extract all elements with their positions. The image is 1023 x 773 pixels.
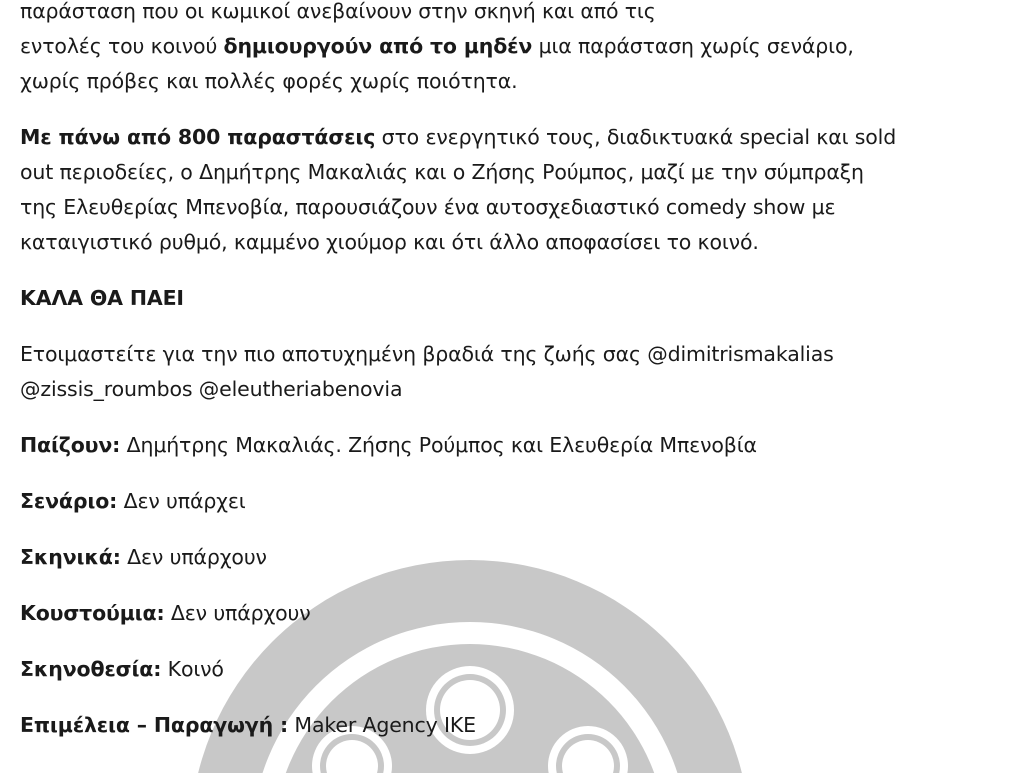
credit-label: Σκηνοθεσία: bbox=[20, 657, 162, 681]
shows-paragraph bbox=[20, 120, 1020, 260]
invite-line: Ετοιμαστείτε για την πιο αποτυχημένη βραδιά της ζωής σας @dimitrismakalias bbox=[20, 342, 834, 366]
credit-value: Κοινό bbox=[161, 657, 224, 681]
credit-label: Κουστούμια: bbox=[20, 601, 165, 625]
credit-sets bbox=[20, 540, 1020, 575]
shows-text: στο ενεργητικό τους, διαδικτυακά special και sold bbox=[375, 125, 897, 149]
credit-label: Σενάριο: bbox=[20, 489, 118, 513]
credit-script bbox=[20, 484, 1020, 519]
intro-text: μια παράσταση χωρίς σενάριο, bbox=[532, 34, 854, 58]
shows-line: out περιοδείες, ο Δημήτρης Μακαλιάς και ο Ζήσης Ρούμπος, μαζί με την σύμπραξη bbox=[20, 160, 864, 184]
credit-label: Επιμέλεια – Παραγωγή : bbox=[20, 713, 289, 737]
invite-paragraph bbox=[20, 337, 1020, 407]
invite-line: @zissis_roumbos @eleutheriabenovia bbox=[20, 377, 403, 401]
intro-paragraph bbox=[20, 0, 1020, 99]
credit-label: Σκηνικά: bbox=[20, 545, 121, 569]
credit-cast bbox=[20, 428, 1020, 463]
credit-production bbox=[20, 708, 1020, 743]
shows-emphasis: Με πάνω από 800 παραστάσεις bbox=[20, 125, 376, 149]
shows-line: της Ελευθερίας Μπενοβία, παρουσιάζουν ένα αυτοσχεδιαστικό comedy show με bbox=[20, 195, 836, 219]
intro-line: παράσταση που οι κωμικοί ανεβαίνουν στην σκηνή και από τις bbox=[20, 0, 656, 23]
credit-direction bbox=[20, 652, 1020, 687]
credit-value: Δεν υπάρχουν bbox=[120, 545, 267, 569]
credit-label: Παίζουν: bbox=[20, 433, 121, 457]
credit-value: Δεν υπάρχει bbox=[117, 489, 246, 513]
shows-line: καταιγιστικό ρυθμό, καμμένο χιούμορ και ότι άλλο αποφασίσει το κοινό. bbox=[20, 230, 759, 254]
tagline-heading bbox=[20, 281, 1020, 316]
credit-costumes bbox=[20, 596, 1020, 631]
intro-line bbox=[20, 29, 1020, 64]
intro-line: χωρίς πρόβες και πολλές φορές χωρίς ποιότητα. bbox=[20, 69, 518, 93]
intro-emphasis: δημιουργούν από το μηδέν bbox=[223, 34, 533, 58]
intro-text: εντολές του κοινού bbox=[20, 34, 224, 58]
document-body bbox=[20, 0, 1020, 743]
credit-value: Δεν υπάρχουν bbox=[164, 601, 311, 625]
credit-value: Maker Agency IKE bbox=[288, 713, 476, 737]
tagline-text: ΚΑΛΑ ΘΑ ΠΑΕΙ bbox=[20, 286, 184, 310]
shows-line bbox=[20, 120, 1020, 155]
credit-value: Δημήτρης Μακαλιάς. Ζήσης Ρούμπος και Ελευθερία Μπενοβία bbox=[120, 433, 757, 457]
